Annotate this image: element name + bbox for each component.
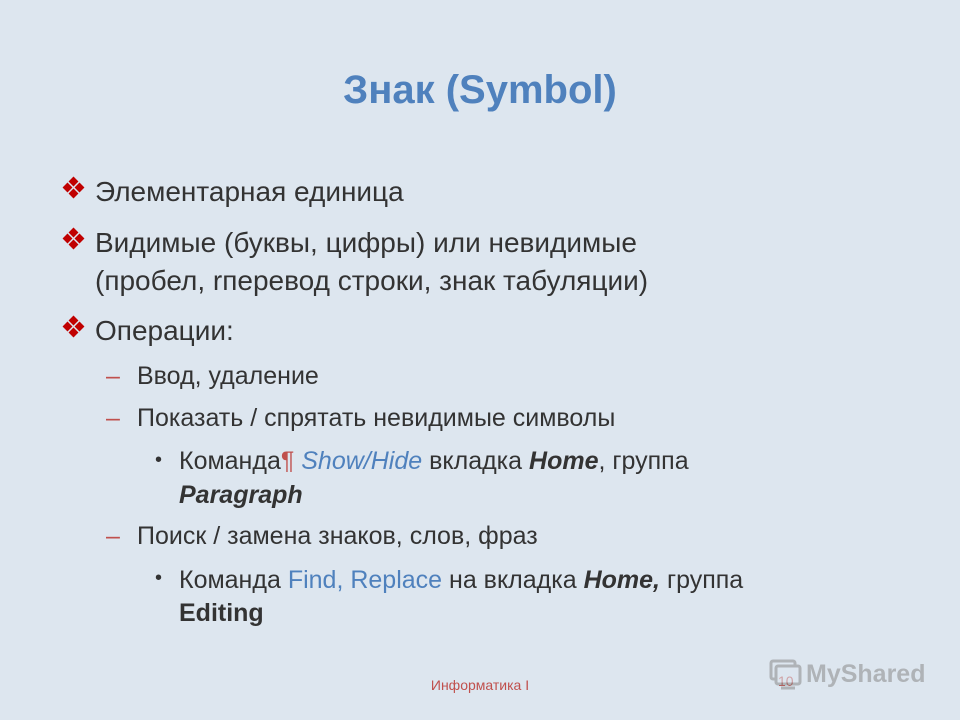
bullet-operations: Операции: bbox=[95, 315, 234, 346]
find-replace-command: Find, Replace bbox=[287, 566, 443, 594]
dot-marker: • bbox=[155, 449, 163, 471]
command-label: Команда bbox=[179, 566, 288, 594]
pilcrow-icon: ¶ bbox=[280, 447, 295, 475]
tab-label: вкладка bbox=[422, 447, 530, 475]
command-find-replace bbox=[179, 566, 743, 595]
tab-label: на вкладка bbox=[442, 566, 584, 594]
bullet-visible-invisible: Видимые (буквы, цифры) или невидимые bbox=[95, 227, 637, 258]
command-label: Команда bbox=[179, 447, 281, 475]
dash-marker: – bbox=[106, 362, 120, 390]
bullet-visible-invisible-cont: (пробел, rперевод строки, знак табуляции) bbox=[95, 265, 649, 296]
group-label: , группа bbox=[598, 447, 689, 475]
diamond-bullet-icon bbox=[64, 317, 84, 337]
group-label: группа bbox=[660, 566, 744, 594]
home-tab-name: Home bbox=[529, 447, 599, 475]
presentation-icon bbox=[768, 658, 802, 692]
sub-show-hide: Показать / спрятать невидимые символы bbox=[137, 404, 616, 432]
paragraph-group-name: Paragraph bbox=[179, 481, 303, 509]
diamond-bullet-icon bbox=[64, 229, 84, 249]
dash-marker: – bbox=[106, 404, 120, 432]
bullet-elementary-unit: Элементарная единица bbox=[95, 176, 404, 207]
slide-footer: Информатика I bbox=[430, 677, 530, 693]
dash-marker: – bbox=[106, 522, 120, 550]
dot-marker: • bbox=[155, 567, 163, 589]
diamond-bullet-icon bbox=[64, 178, 84, 198]
editing-group-name: Editing bbox=[179, 599, 264, 627]
command-show-hide bbox=[179, 447, 689, 476]
sub-input-delete: Ввод, удаление bbox=[137, 362, 319, 390]
home-tab-name: Home, bbox=[583, 566, 660, 594]
watermark-logo bbox=[768, 656, 928, 696]
sub-find-replace: Поиск / замена знаков, слов, фраз bbox=[137, 522, 538, 550]
watermark-text: MyShared bbox=[806, 660, 926, 688]
slide-title: Знак (Symbol) bbox=[343, 68, 617, 112]
show-hide-command: Show/Hide bbox=[294, 447, 423, 475]
